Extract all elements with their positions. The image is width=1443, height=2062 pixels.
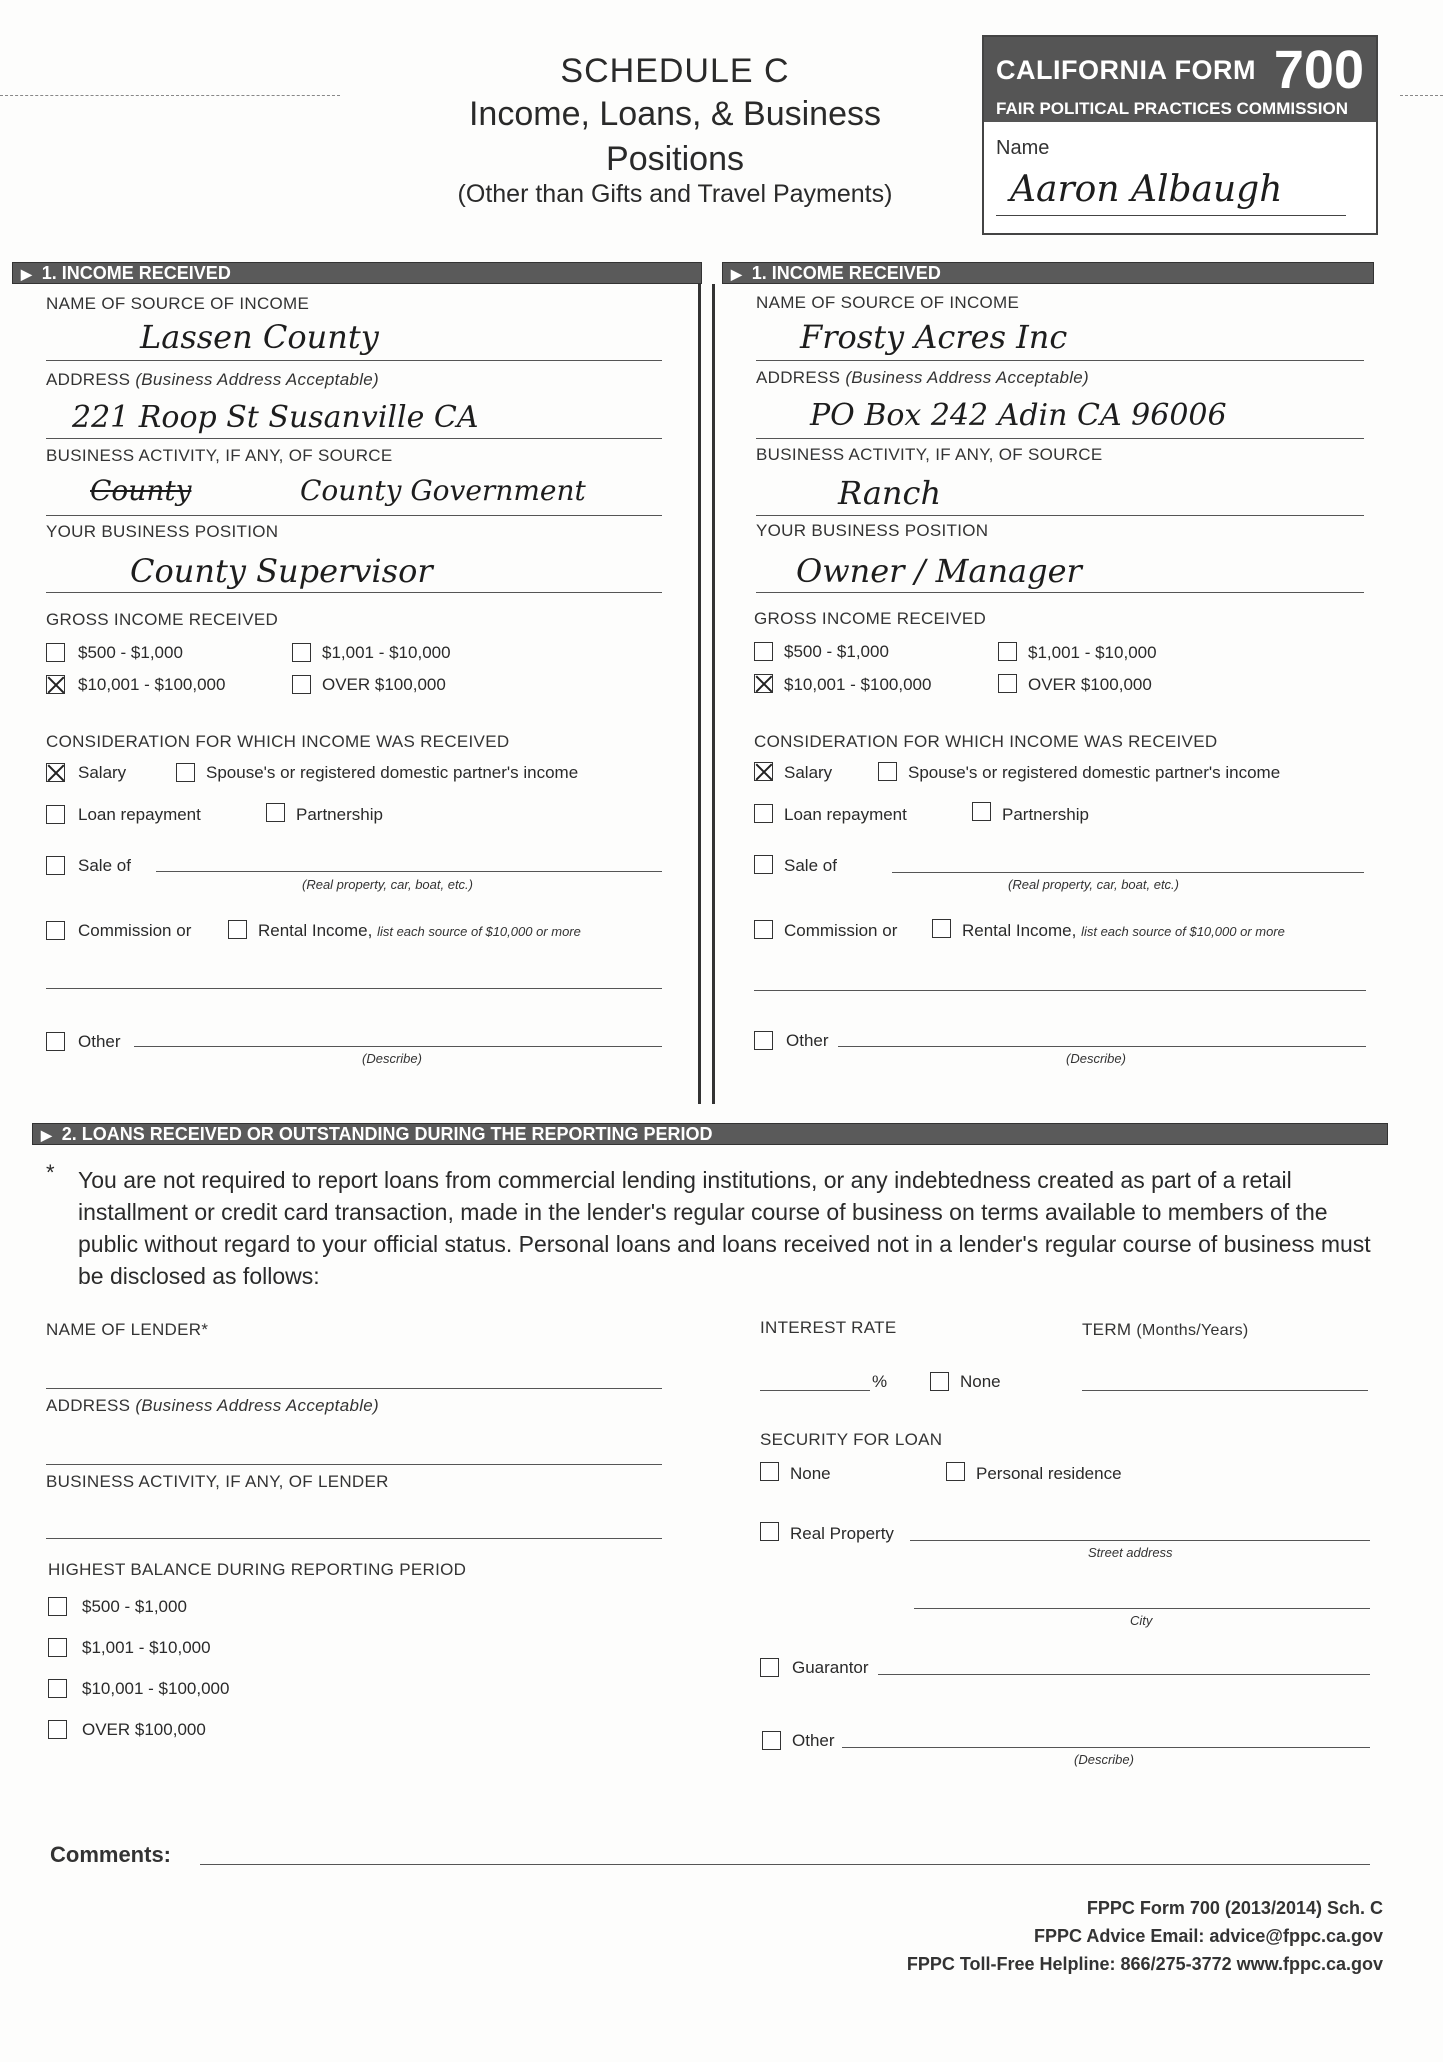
lender-name-line[interactable]	[46, 1388, 662, 1389]
salary-label: Salary	[78, 763, 127, 782]
balance-1001-checkbox[interactable]	[48, 1638, 67, 1657]
balance-1001-label: $1,001 - $10,000	[82, 1638, 211, 1657]
sale-of-hint: (Real property, car, boat, etc.)	[1008, 877, 1179, 892]
loan-repayment-checkbox[interactable]	[46, 805, 65, 824]
loan-repayment-label: Loan repayment	[784, 805, 907, 824]
street-address-line[interactable]	[910, 1540, 1370, 1541]
address-label: ADDRESS (Business Address Acceptable)	[756, 368, 1089, 387]
spouse-income-label: Spouse's or registered domestic partner's income	[206, 763, 579, 782]
gross-over-checkbox[interactable]	[292, 675, 311, 694]
sale-of-line[interactable]	[156, 871, 662, 872]
spouse-income-label: Spouse's or registered domestic partner's income	[908, 763, 1281, 782]
lender-activity-line[interactable]	[46, 1538, 662, 1539]
form-id-header	[984, 37, 1376, 122]
comments-label: Comments:	[50, 1842, 172, 1867]
other-line[interactable]	[134, 1046, 662, 1047]
security-none-label: None	[790, 1464, 831, 1483]
activity-struck: County	[90, 474, 192, 507]
highest-balance-label: HIGHEST BALANCE DURING REPORTING PERIOD	[48, 1560, 467, 1579]
name-signature: Aaron Albaugh	[1010, 169, 1283, 210]
guarantor-label: Guarantor	[792, 1658, 869, 1677]
personal-residence-label: Personal residence	[976, 1464, 1122, 1483]
consideration-label: CONSIDERATION FOR WHICH INCOME WAS RECEIVED	[754, 732, 1218, 751]
activity-label: BUSINESS ACTIVITY, IF ANY, OF SOURCE	[46, 446, 393, 465]
gross-10001-checkbox[interactable]	[46, 675, 65, 694]
helpline: FPPC Toll-Free Helpline: 866/275-3772 www.fppc.ca.gov	[906, 1954, 1383, 1974]
activity-value: County Government	[300, 474, 586, 507]
commission-name: FAIR POLITICAL PRACTICES COMMISSION	[996, 99, 1348, 118]
income-right-header: ▶ 1. INCOME RECEIVED	[722, 262, 1374, 284]
gross-500-label: $500 - $1,000	[78, 643, 183, 662]
gross-10001-label: $10,001 - $100,000	[78, 675, 226, 694]
loan-other-checkbox[interactable]	[762, 1731, 781, 1750]
name-field[interactable]	[996, 167, 1346, 216]
position-value: Owner / Manager	[796, 552, 1082, 590]
commission-label: Commission or	[78, 921, 192, 940]
lender-address-label: ADDRESS (Business Address Acceptable)	[46, 1396, 379, 1415]
spouse-income-checkbox[interactable]	[176, 763, 195, 782]
position-label: YOUR BUSINESS POSITION	[756, 521, 989, 540]
security-none-checkbox[interactable]	[760, 1462, 779, 1481]
gross-1001-checkbox[interactable]	[998, 642, 1017, 661]
personal-residence-checkbox[interactable]	[946, 1462, 965, 1481]
gross-500-checkbox[interactable]	[46, 643, 65, 662]
source-value: Lassen County	[140, 318, 379, 356]
sale-of-line[interactable]	[892, 872, 1364, 873]
spouse-income-checkbox[interactable]	[878, 762, 897, 781]
salary-checkbox[interactable]	[46, 763, 65, 782]
loan-other-describe: (Describe)	[1074, 1752, 1134, 1767]
address-label: ADDRESS (Business Address Acceptable)	[46, 370, 379, 389]
schedule-subtitle-3: (Other than Gifts and Travel Payments)	[457, 180, 893, 208]
rental-income-label: Rental Income, list each source of $10,000 or more	[258, 921, 581, 940]
source-line[interactable]	[756, 360, 1364, 361]
other-label: Other	[78, 1032, 121, 1051]
balance-10001-label: $10,001 - $100,000	[82, 1679, 230, 1698]
lender-activity-label: BUSINESS ACTIVITY, IF ANY, OF LENDER	[46, 1472, 389, 1491]
position-line[interactable]	[756, 592, 1364, 593]
address-line[interactable]	[756, 438, 1364, 439]
percent-sign: %	[872, 1372, 888, 1391]
asterisk-mark: *	[46, 1160, 55, 1185]
loan-notice: You are not required to report loans from commercial lending institutions, or any indebtedness created as part of a retail installment or credit card transaction, made in the lender's regular course of business on terms available to members of the public without regard to your official status. Personal loans and loans received not in a lender's regular course of business must be disclosed as follows:	[78, 1167, 1371, 1289]
activity-label: BUSINESS ACTIVITY, IF ANY, OF SOURCE	[756, 445, 1103, 464]
rental-income-label: Rental Income, list each source of $10,000 or more	[962, 921, 1285, 940]
other-describe: (Describe)	[362, 1051, 422, 1066]
arrow-right-icon: ▶	[21, 266, 32, 282]
balance-500-checkbox[interactable]	[48, 1597, 67, 1616]
sale-of-label: Sale of	[784, 856, 837, 875]
activity-value: Ranch	[838, 474, 942, 512]
balance-10001-checkbox[interactable]	[48, 1679, 67, 1698]
balance-over-label: OVER $100,000	[82, 1720, 206, 1739]
real-property-checkbox[interactable]	[760, 1522, 779, 1541]
gross-10001-checkbox[interactable]	[754, 674, 773, 693]
arrow-right-icon: ▶	[41, 1127, 52, 1143]
lender-name-label: NAME OF LENDER*	[46, 1320, 209, 1339]
column-divider	[698, 284, 701, 1104]
partnership-label: Partnership	[296, 805, 383, 824]
term-label: TERM (Months/Years)	[1082, 1320, 1249, 1339]
other-label: Other	[786, 1031, 829, 1050]
form-title: CALIFORNIA FORM	[996, 55, 1256, 85]
source-label: NAME OF SOURCE OF INCOME	[46, 294, 310, 313]
position-label: YOUR BUSINESS POSITION	[46, 522, 279, 541]
position-line[interactable]	[46, 592, 662, 593]
arrow-right-icon: ▶	[731, 266, 742, 282]
address-line[interactable]	[46, 438, 662, 439]
city-hint: City	[1130, 1613, 1153, 1628]
rental-income-checkbox[interactable]	[932, 919, 951, 938]
loans-header: ▶ 2. LOANS RECEIVED OR OUTSTANDING DURING THE REPORTING PERIOD	[32, 1123, 1388, 1145]
form-number: 700	[1273, 40, 1364, 100]
top-dashed-rule-right	[1400, 95, 1443, 96]
source-value: Frosty Acres Inc	[800, 318, 1068, 356]
loan-repayment-checkbox[interactable]	[754, 804, 773, 823]
city-line[interactable]	[914, 1608, 1370, 1609]
top-dashed-rule	[0, 95, 340, 96]
salary-checkbox[interactable]	[754, 762, 773, 781]
gross-income-label: GROSS INCOME RECEIVED	[754, 609, 987, 628]
source-line[interactable]	[46, 360, 662, 361]
rental-line[interactable]	[754, 990, 1366, 991]
commission-label: Commission or	[784, 921, 898, 940]
balance-over-checkbox[interactable]	[48, 1720, 67, 1739]
schedule-subtitle-2: Positions	[606, 140, 744, 178]
income-left-header: ▶ 1. INCOME RECEIVED	[12, 262, 702, 284]
name-label: Name	[996, 137, 1050, 159]
gross-over-label: OVER $100,000	[1028, 675, 1152, 694]
other-checkbox[interactable]	[46, 1032, 65, 1051]
other-line[interactable]	[838, 1046, 1366, 1047]
comments-line[interactable]	[200, 1864, 1370, 1865]
position-value: County Supervisor	[130, 552, 433, 590]
sale-of-hint: (Real property, car, boat, etc.)	[302, 877, 473, 892]
gross-500-label: $500 - $1,000	[784, 642, 889, 661]
form-id-box	[982, 35, 1378, 235]
gross-1001-label: $1,001 - $10,000	[1028, 643, 1157, 662]
gross-income-label: GROSS INCOME RECEIVED	[46, 610, 279, 629]
commission-checkbox[interactable]	[46, 921, 65, 940]
activity-line[interactable]	[46, 515, 662, 516]
interest-rate-line[interactable]	[760, 1390, 870, 1391]
sale-of-checkbox[interactable]	[46, 856, 65, 875]
gross-over-checkbox[interactable]	[998, 674, 1017, 693]
term-line[interactable]	[1082, 1390, 1368, 1391]
schedule-subtitle-1: Income, Loans, & Business	[468, 95, 881, 133]
street-address-hint: Street address	[1088, 1545, 1173, 1560]
loan-repayment-label: Loan repayment	[78, 805, 201, 824]
activity-line[interactable]	[756, 515, 1364, 516]
advice-email: FPPC Advice Email: advice@fppc.ca.gov	[1034, 1926, 1383, 1946]
form-citation: FPPC Form 700 (2013/2014) Sch. C	[1086, 1898, 1383, 1918]
rental-income-checkbox[interactable]	[228, 920, 247, 939]
column-divider-2	[712, 284, 715, 1104]
balance-500-label: $500 - $1,000	[82, 1597, 187, 1616]
other-describe: (Describe)	[1066, 1051, 1126, 1066]
loan-other-line[interactable]	[842, 1747, 1370, 1748]
gross-10001-label: $10,001 - $100,000	[784, 675, 932, 694]
commission-checkbox[interactable]	[754, 920, 773, 939]
partnership-checkbox[interactable]	[266, 803, 285, 822]
source-label: NAME OF SOURCE OF INCOME	[756, 293, 1020, 312]
gross-1001-label: $1,001 - $10,000	[322, 643, 451, 662]
address-value: PO Box 242 Adin CA 96006	[810, 398, 1227, 433]
salary-label: Salary	[784, 763, 833, 782]
interest-none-checkbox[interactable]	[930, 1372, 949, 1391]
sale-of-label: Sale of	[78, 856, 131, 875]
gross-1001-checkbox[interactable]	[292, 643, 311, 662]
loan-other-label: Other	[792, 1731, 835, 1750]
gross-over-label: OVER $100,000	[322, 675, 446, 694]
other-checkbox[interactable]	[754, 1031, 773, 1050]
lender-address-line[interactable]	[46, 1464, 662, 1465]
partnership-label: Partnership	[1002, 805, 1089, 824]
partnership-checkbox[interactable]	[972, 802, 991, 821]
address-value: 221 Roop St Susanville CA	[72, 400, 479, 435]
guarantor-line[interactable]	[878, 1674, 1370, 1675]
interest-rate-label: INTEREST RATE	[760, 1318, 897, 1337]
schedule-title: SCHEDULE C	[560, 52, 790, 90]
consideration-label: CONSIDERATION FOR WHICH INCOME WAS RECEIVED	[46, 732, 510, 751]
guarantor-checkbox[interactable]	[760, 1658, 779, 1677]
gross-500-checkbox[interactable]	[754, 642, 773, 661]
sale-of-checkbox[interactable]	[754, 855, 773, 874]
interest-none-label: None	[960, 1372, 1001, 1391]
real-property-label: Real Property	[790, 1524, 894, 1543]
rental-line[interactable]	[46, 988, 662, 989]
security-label: SECURITY FOR LOAN	[760, 1430, 943, 1449]
